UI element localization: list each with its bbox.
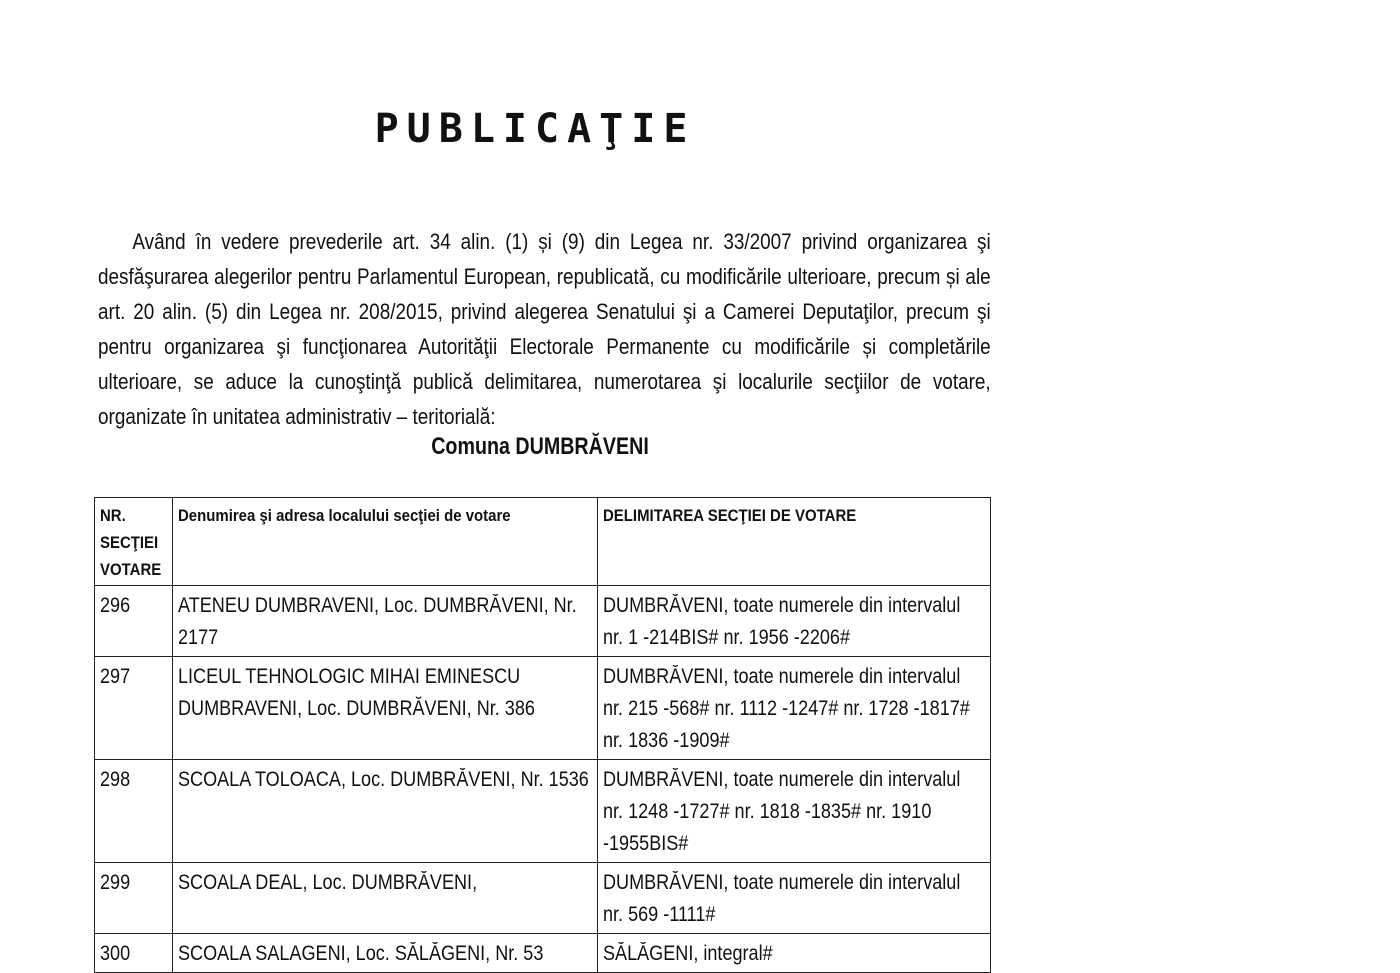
cell-nr (95, 586, 173, 657)
cell-nr-text: 297 (100, 665, 131, 688)
cell-denumire (173, 586, 598, 657)
cell-nr-text: 298 (100, 768, 131, 791)
cell-denumire (173, 863, 598, 934)
cell-delimitare-text: DUMBRĂVENI, toate numerele din intervalul nr. 1 -214BIS# nr. 1956 -2206# (603, 594, 961, 649)
cell-delimitare-text: DUMBRĂVENI, toate numerele din intervalul nr. 1248 -1727# nr. 1818 -1835# nr. 1910 -1955BIS# (603, 768, 961, 855)
cell-nr (95, 934, 173, 973)
voting-sections-table (94, 497, 991, 973)
cell-nr-text: 300 (100, 942, 131, 965)
cell-denumire-text: SCOALA TOLOACA, Loc. DUMBRĂVENI, Nr. 1536 (178, 768, 589, 791)
intro-paragraph: Având în vedere prevederile art. 34 alin. (1) și (9) din Legea nr. 33/2007 privind organizarea şi desfăşurarea alegerilor pentru Parlamentul European, republicată, cu modificările ulterioare, precum și ale art. 20 alin. (5) din Legea nr. 208/2015, privind alegerea Senatului şi a Camerei Deputaţilor, precum şi pentru organizarea şi funcţionarea Autorităţii Electorale Permanente cu modificările și completările ulterioare, se aduce la cunoştinţă publică delimitarea, numerotarea şi localurile secţiilor de votare, organizate în unitatea administrativ – teritorială: (98, 229, 991, 429)
table-row (95, 657, 991, 760)
table-row (95, 934, 991, 973)
cell-denumire (173, 760, 598, 863)
header-nr-text: NR. SECŢIEI VOTARE (100, 506, 162, 579)
cell-delimitare (598, 934, 991, 973)
page-title: PUBLICAŢIE (374, 106, 696, 152)
cell-nr-text: 296 (100, 594, 131, 617)
commune-subtitle-text: Comuna DUMBRĂVENI (431, 433, 649, 460)
header-delimitare (598, 498, 991, 586)
table-row (95, 586, 991, 657)
cell-nr (95, 657, 173, 760)
cell-denumire-text: ATENEU DUMBRAVENI, Loc. DUMBRĂVENI, Nr. 2177 (178, 594, 577, 649)
header-nr (95, 498, 173, 586)
cell-denumire-text: SCOALA DEAL, Loc. DUMBRĂVENI, (178, 871, 478, 894)
cell-delimitare-text: DUMBRĂVENI, toate numerele din intervalul nr. 215 -568# nr. 1112 -1247# nr. 1728 -1817# nr. 1836 -1909# (603, 665, 970, 752)
table-row (95, 863, 991, 934)
header-denumire (173, 498, 598, 586)
commune-subtitle (368, 430, 712, 464)
cell-delimitare (598, 760, 991, 863)
cell-delimitare-text: SĂLĂGENI, integral# (603, 942, 773, 965)
table-header-row (95, 498, 991, 586)
cell-nr (95, 863, 173, 934)
cell-denumire-text: SCOALA SALAGENI, Loc. SĂLĂGENI, Nr. 53 (178, 942, 544, 965)
cell-denumire (173, 657, 598, 760)
cell-denumire (173, 934, 598, 973)
header-delimitare-text: DELIMITAREA SECŢIEI DE VOTARE (603, 506, 857, 525)
cell-denumire-text: LICEUL TEHNOLOGIC MIHAI EMINESCU DUMBRAVENI, Loc. DUMBRĂVENI, Nr. 386 (178, 665, 535, 720)
cell-delimitare (598, 586, 991, 657)
cell-delimitare (598, 863, 991, 934)
cell-delimitare (598, 657, 991, 760)
table-row (95, 760, 991, 863)
cell-nr-text: 299 (100, 871, 131, 894)
header-denumire-text: Denumirea şi adresa localului secţiei de votare (178, 506, 511, 525)
cell-delimitare-text: DUMBRĂVENI, toate numerele din intervalul nr. 569 -1111# (603, 871, 961, 926)
cell-nr (95, 760, 173, 863)
